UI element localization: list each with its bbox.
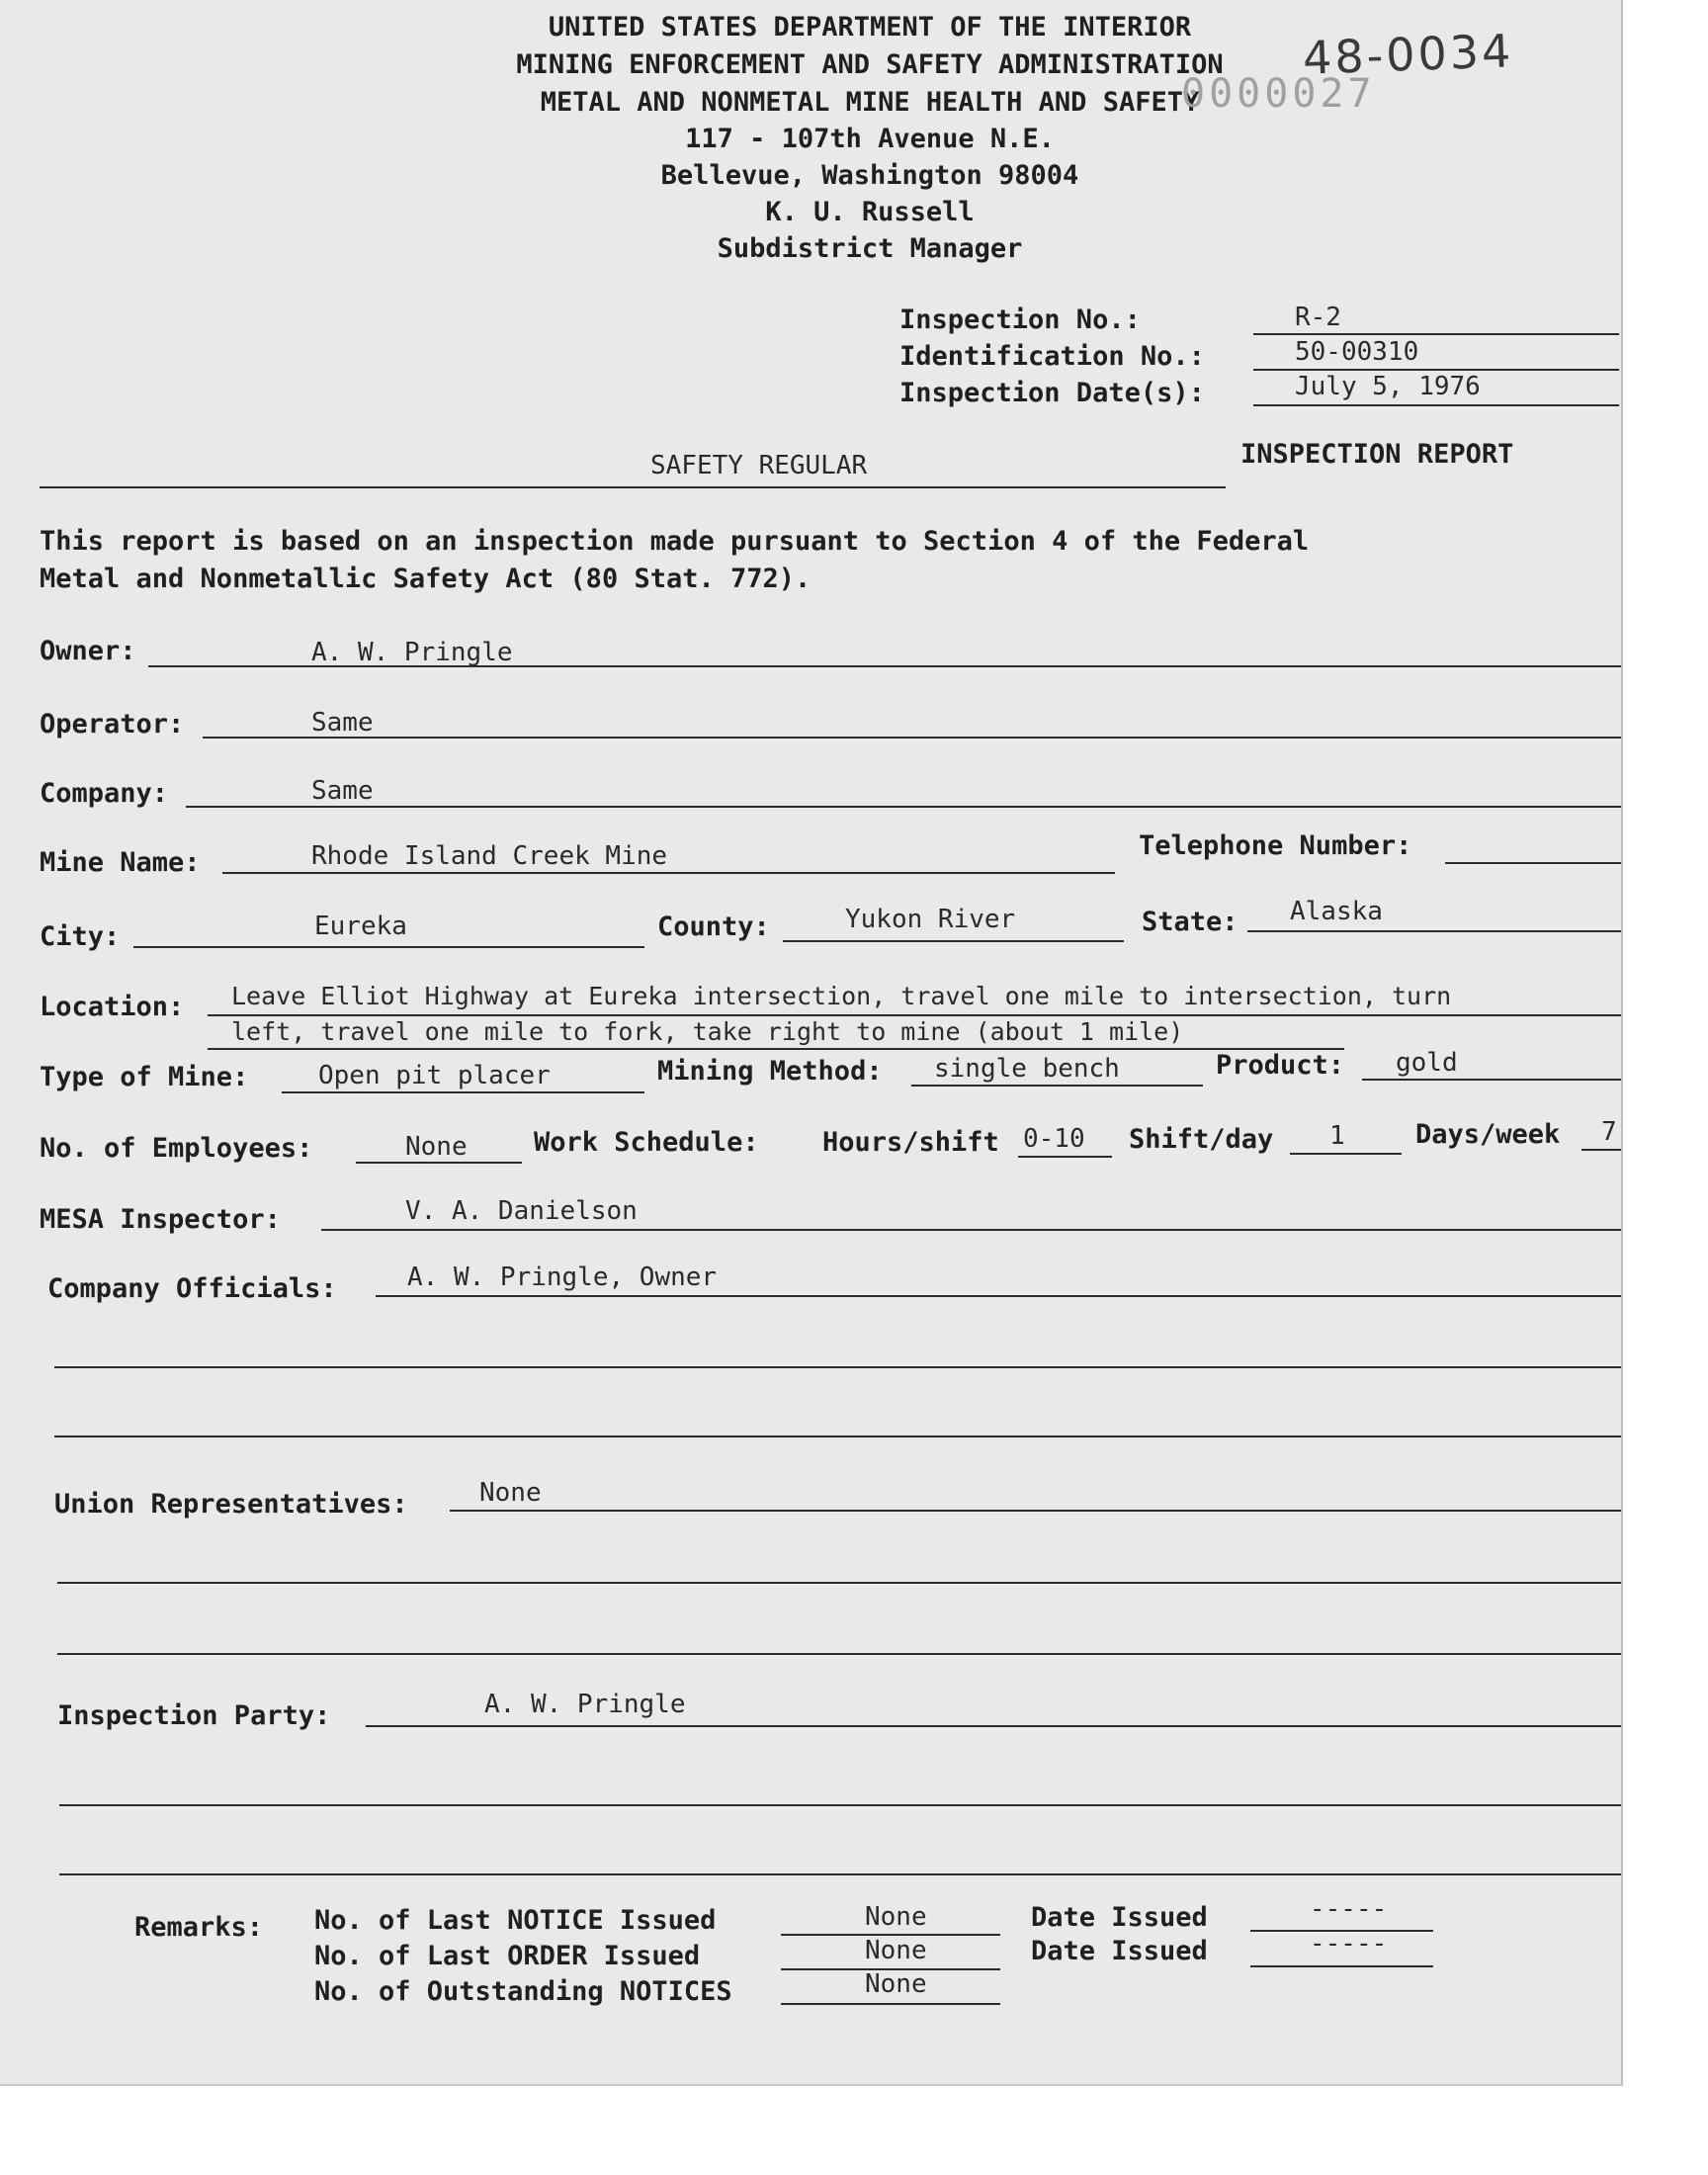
union-representatives-line [450,1510,1621,1512]
owner-label: Owner: [40,636,136,666]
last-order-label: No. of Last ORDER Issued [314,1941,701,1971]
order-date-issued-line [1250,1965,1433,1967]
state-value: Alaska [1290,897,1383,926]
inspection-no-value: R-2 [1295,303,1341,332]
type-of-mine-value: Open pit placer [318,1061,551,1090]
work-schedule-label: Work Schedule: [534,1127,759,1158]
mesa-inspector-label: MESA Inspector: [40,1204,281,1235]
hours-per-shift-line [1018,1156,1112,1158]
inspection-no-line [1253,333,1619,335]
mesa-inspector-value: V. A. Danielson [405,1196,638,1226]
location-label: Location: [40,992,185,1022]
union-representatives-line-2 [57,1582,1621,1584]
header-division: METAL AND NONMETAL MINE HEALTH AND SAFETY [540,87,1200,118]
inspection-party-line-3 [59,1873,1621,1875]
union-representatives-line-3 [57,1653,1621,1655]
type-of-mine-line [282,1091,644,1093]
company-officials-line-2 [54,1366,1621,1368]
report-type-line [40,486,1226,488]
header-manager-title: Subdistrict Manager [717,233,1023,264]
city-line [133,946,644,948]
county-line [783,940,1124,942]
mine-name-value: Rhode Island Creek Mine [311,841,668,871]
last-notice-label: No. of Last NOTICE Issued [314,1905,717,1936]
company-line [186,806,1621,808]
owner-line [148,665,1621,667]
employees-line [356,1162,522,1164]
inspection-date-line [1253,404,1619,406]
header-manager-name: K. U. Russell [765,197,975,227]
report-type: SAFETY REGULAR [650,451,868,480]
stamped-page-number: 0000027 [1181,71,1376,117]
county-label: County: [657,912,770,942]
outstanding-notices-label: No. of Outstanding NOTICES [314,1976,732,2007]
report-title: INSPECTION REPORT [1240,439,1514,470]
company-officials-label: Company Officials: [47,1273,337,1304]
inspection-party-label: Inspection Party: [57,1700,331,1731]
product-value: gold [1396,1048,1458,1078]
company-officials-line-3 [54,1436,1621,1437]
remarks-label: Remarks: [134,1912,264,1943]
company-value: Same [311,776,374,806]
mesa-inspector-line [321,1229,1621,1231]
intro-line-2: Metal and Nonmetallic Safety Act (80 Stat. 772). [40,564,811,594]
shift-per-day-line [1290,1153,1402,1155]
inspection-party-line [366,1725,1621,1727]
owner-value: A. W. Pringle [311,638,513,667]
union-representatives-label: Union Representatives: [54,1489,408,1520]
operator-label: Operator: [40,709,185,740]
inspection-party-line-2 [59,1804,1621,1806]
location-line-1: Leave Elliot Highway at Eureka intersection, travel one mile to intersection, turn [231,982,1452,1010]
header-administration: MINING ENFORCEMENT AND SAFETY ADMINISTRATION [516,49,1224,80]
employees-value: None [405,1132,468,1162]
mining-method-line [911,1085,1203,1087]
operator-line [203,737,1621,739]
identification-no-value: 50-00310 [1295,337,1419,367]
inspection-no-label: Inspection No.: [899,304,1141,335]
mining-method-value: single bench [934,1054,1120,1084]
telephone-label: Telephone Number: [1139,830,1412,861]
employees-label: No. of Employees: [40,1133,313,1164]
company-label: Company: [40,778,169,809]
state-line [1247,930,1621,932]
header-department: UNITED STATES DEPARTMENT OF THE INTERIOR [548,12,1192,43]
days-per-week-line [1581,1149,1621,1151]
handwritten-file-number: 48-0034 [1302,24,1515,85]
identification-no-line [1253,369,1619,371]
days-per-week-label: Days/week [1415,1119,1561,1150]
shift-per-day-value: 1 [1329,1121,1345,1151]
identification-no-label: Identification No.: [899,341,1205,372]
state-label: State: [1142,907,1238,937]
company-officials-line [376,1295,1621,1297]
outstanding-notices-value: None [865,1969,927,1999]
header-city: Bellevue, Washington 98004 [660,160,1079,191]
union-representatives-value: None [479,1478,542,1508]
county-value: Yukon River [845,905,1016,934]
product-label: Product: [1216,1050,1345,1081]
mine-name-line [222,872,1115,874]
city-value: Eureka [314,912,407,941]
telephone-line [1445,862,1621,864]
header-address: 117 - 107th Avenue N.E. [685,124,1055,154]
shift-per-day-label: Shift/day [1129,1124,1274,1155]
company-officials-value: A. W. Pringle, Owner [407,1262,718,1292]
inspection-date-value: July 5, 1976 [1295,372,1481,401]
mining-method-label: Mining Method: [657,1056,883,1087]
type-of-mine-label: Type of Mine: [40,1062,249,1092]
inspection-party-value: A. W. Pringle [484,1690,686,1719]
intro-line-1: This report is based on an inspection made pursuant to Section 4 of the Federal [40,526,1310,557]
order-date-issued-label: Date Issued [1031,1936,1208,1966]
location-line-rule-2 [208,1048,1344,1050]
days-per-week-value: 7 [1601,1117,1617,1147]
order-date-issued-value: ----- [1310,1929,1388,1958]
product-line [1362,1079,1621,1081]
operator-value: Same [311,708,374,738]
outstanding-notices-line [781,2003,1000,2005]
city-label: City: [40,921,121,952]
hours-per-shift-value: 0-10 [1023,1124,1085,1154]
location-line-rule-1 [208,1014,1621,1016]
hours-per-shift-label: Hours/shift [822,1127,999,1158]
mine-name-label: Mine Name: [40,847,201,878]
notice-date-issued-value: ----- [1310,1894,1388,1924]
notice-date-issued-label: Date Issued [1031,1902,1208,1933]
last-order-value: None [865,1936,927,1965]
location-line-2: left, travel one mile to fork, take right to mine (about 1 mile) [231,1017,1184,1046]
inspection-date-label: Inspection Date(s): [899,378,1205,408]
last-notice-value: None [865,1902,927,1932]
